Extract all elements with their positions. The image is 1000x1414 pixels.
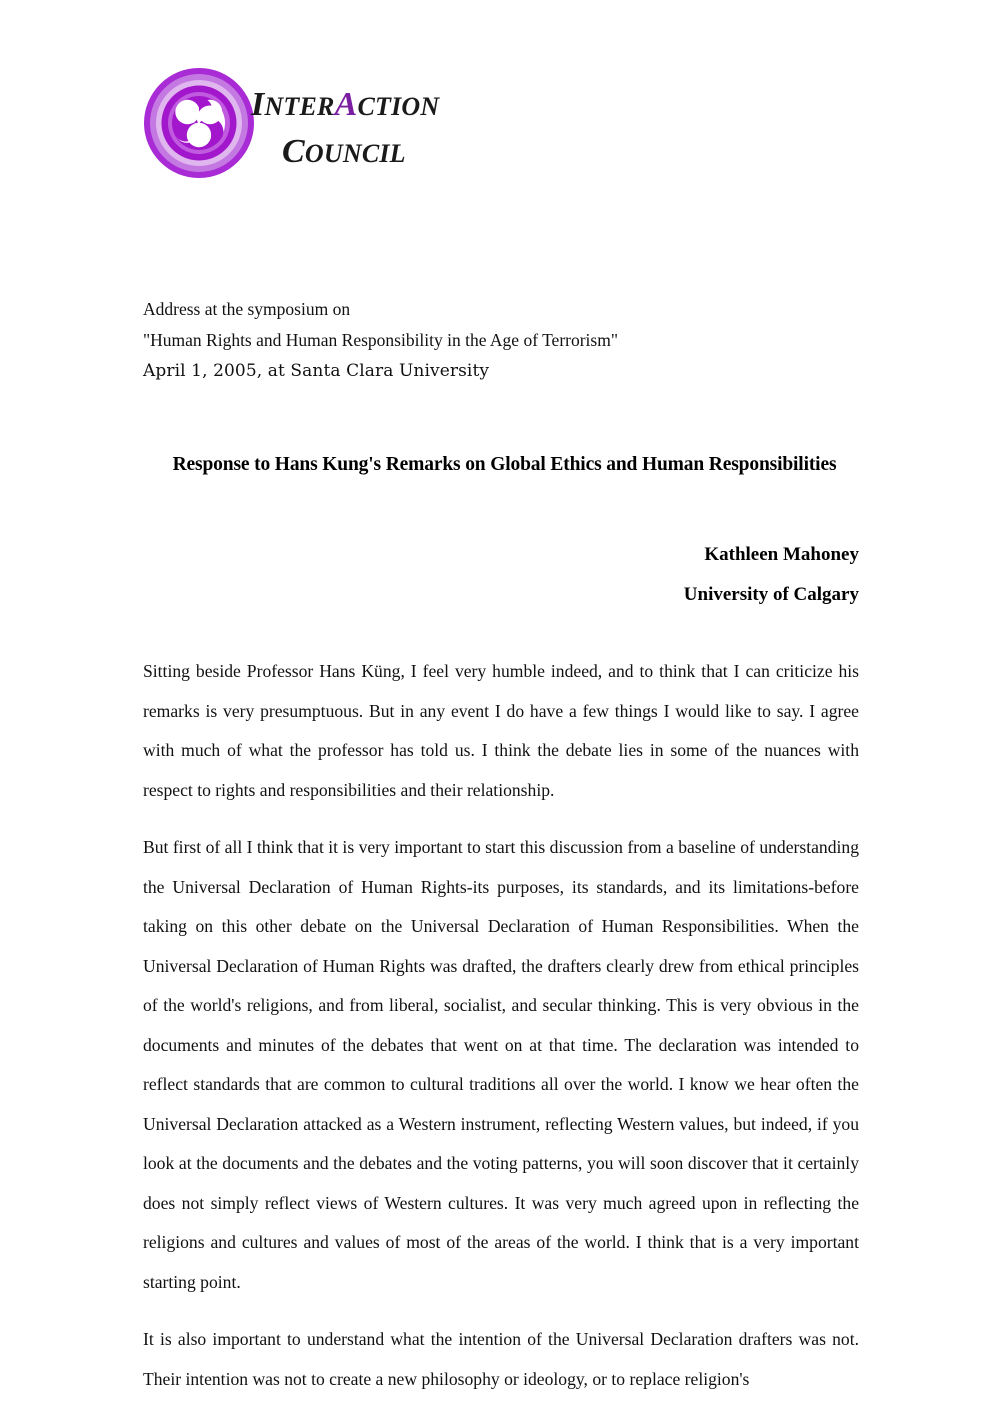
wordmark-initial-i: I <box>251 86 265 123</box>
wordmark-line-council <box>282 135 651 169</box>
body-copy <box>143 652 859 1399</box>
meta-line-symposium-title: "Human Rights and Human Responsibility in the Age of Terrorism" <box>143 330 618 350</box>
wordmark-ouncil: OUNCIL <box>304 139 406 168</box>
byline <box>143 535 859 615</box>
wordmark-line-interaction <box>251 88 651 122</box>
meta-line-date-venue: April 1, 2005, at Santa Clara University <box>143 361 490 381</box>
letterhead <box>143 62 863 192</box>
wordmark-ction: CTION <box>357 92 440 121</box>
triskelion-logo-icon <box>143 67 255 179</box>
meta-line-occasion: Address at the symposium on <box>143 299 351 319</box>
page-title: Response to Hans Kung's Remarks on Global Ethics and Human Responsibilities <box>172 454 837 475</box>
paragraph: Sitting beside Professor Hans Küng, I feel very humble indeed, and to think that I can criticize his remarks is very presumptuous. But in any event I do have a few things I would like to say. I agree with much of what the professor has told us. I think the debate lies in some of the nuances with respect to rights and responsibilities and their relationship. <box>143 661 859 800</box>
event-meta-block <box>143 294 863 387</box>
wordmark-nter: NTER <box>264 92 335 121</box>
wordmark-accent-a: A <box>334 86 358 123</box>
logo-wordmark <box>251 88 651 169</box>
paragraph: But first of all I think that it is very important to start this discussion from a baseline of understanding the Universal Declaration of Human Rights-its purposes, its standards, and its limitations-before taking on this other debate on the Universal Declaration of Human Responsibilities. When the Universal Declaration of Human Rights was drafted, the drafters clearly drew from ethical principles of the world's religions, and from liberal, socialist, and secular thinking. This is very obvious in the documents and minutes of the debates that went on at that time. The declaration was intended to reflect standards that are common to cultural traditions all over the world. I know we hear often the Universal Declaration attacked as a Western instrument, reflecting Western values, but indeed, if you look at the documents and the debates and the voting patterns, you will soon discover that it certainly does not simply reflect views of Western cultures. It was very much agreed upon in reflecting the religions and cultures and values of most of the areas of the world. I think that is a very important starting point. <box>143 837 859 1292</box>
paragraph: It is also important to understand what the intention of the Universal Declaration drafters was not. Their intention was not to create a new philosophy or ideology, or to replace religion's <box>143 1329 859 1389</box>
byline-author: Kathleen Mahoney <box>704 544 859 565</box>
byline-affiliation: University of Calgary <box>683 584 859 605</box>
wordmark-initial-c: C <box>282 133 305 170</box>
